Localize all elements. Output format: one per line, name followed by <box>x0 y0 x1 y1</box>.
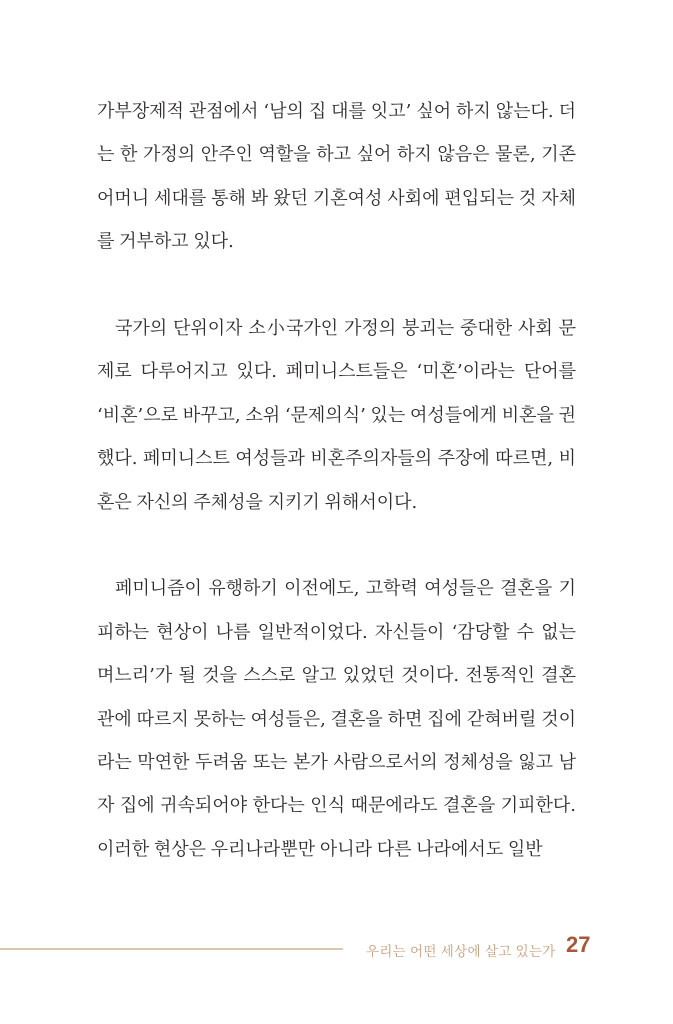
footer-rule-line <box>0 948 343 950</box>
paragraph: 국가의 단위이자 소小국가인 가정의 붕괴는 중대한 사회 문제로 다루어지고 있다. 페미니스트들은 ‘미혼’이라는 단어를 ‘비혼’으로 바꾸고, 소위 ‘문제의식’ 있는 여성들에게 비혼을 권했다. 페미니스트 여성들과 비혼주의자들의 주장에 따르면, 비혼은 자신의 주체성을 지키기 위해서이다. <box>97 318 576 513</box>
body-text <box>97 90 576 871</box>
page-number: 27 <box>566 932 591 957</box>
paragraph: 가부장제적 관점에서 ‘남의 집 대를 잇고’ 싶어 하지 않는다. 더는 한 가정의 안주인 역할을 하고 싶어 하지 않음은 물론, 기존 어머니 세대를 통해 봐 왔던 기혼여성 사회에 편입되는 것 자체를 거부하고 있다. <box>97 101 576 253</box>
paragraph: 페미니즘이 유행하기 이전에도, 고학력 여성들은 결혼을 기피하는 현상이 나름 일반적이었다. 자신들이 ‘감당할 수 없는 며느리’가 될 것을 스스로 알고 있었던 것이다. 전통적인 결혼관에 따르지 못하는 여성들은, 결혼을 하면 집에 갇혀버릴 것이라는 막연한 두려움 또는 본가 사람으로서의 정체성을 잃고 남자 집에 귀속되어야 한다는 인식 때문에라도 결혼을 기피한다. 이러한 현상은 우리나라뿐만 아니라 다른 나라에서도 일반 <box>97 578 576 860</box>
running-title: 우리는 어떤 세상에 살고 있는가 <box>366 944 556 959</box>
